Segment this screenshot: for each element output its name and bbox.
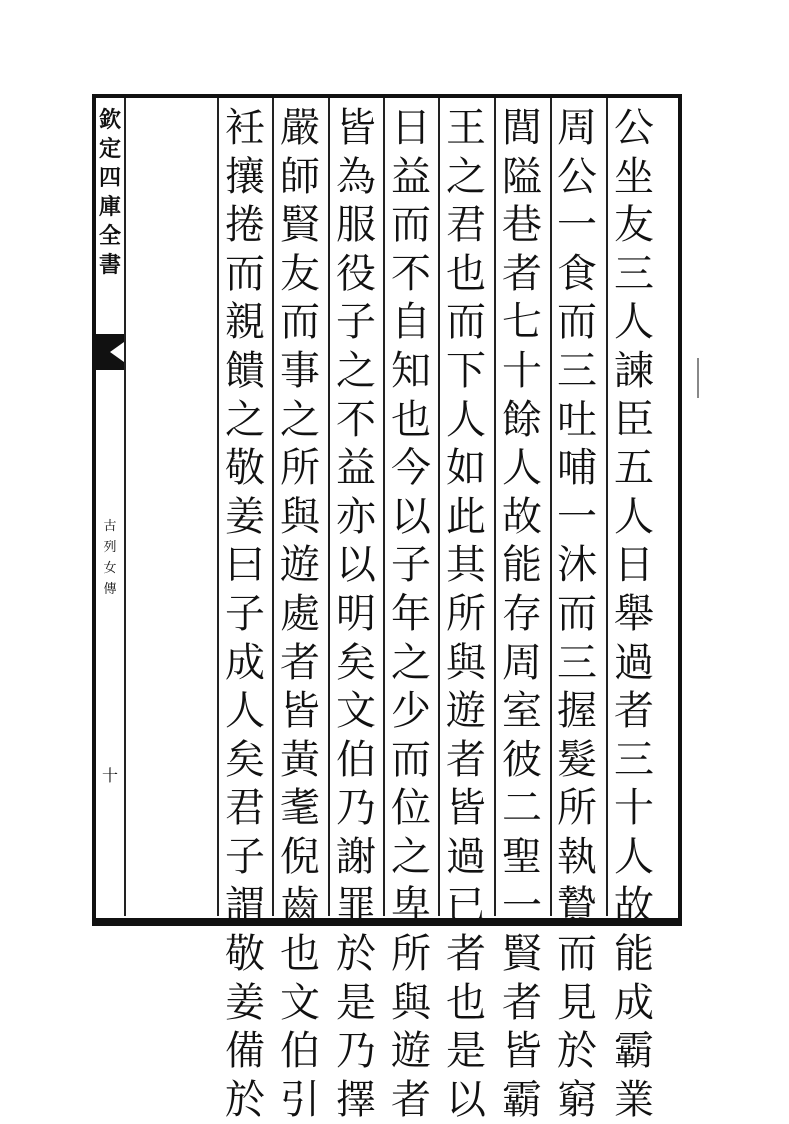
text-column-3: 閭隘巷者七十餘人故能存周室彼二聖一賢者皆霸 [502, 105, 542, 1123]
page-number: 十 [101, 766, 118, 785]
text-column-2: 周公一食而三吐哺一沐而三握髮所執贄而見於窮 [557, 105, 597, 1123]
column-rule [124, 98, 126, 916]
column-rule [438, 98, 440, 916]
fishtail-ornament-icon [96, 334, 124, 370]
column-rule [494, 98, 496, 916]
text-column-8: 衽攘捲而親饋之敬姜曰子成人矣君子謂敬姜備於 [225, 105, 265, 1123]
column-rule [550, 98, 552, 916]
column-rule [383, 98, 385, 916]
text-column-5: 日益而不自知也今以子年之少而位之卑所與遊者 [391, 105, 431, 1123]
text-column-6: 皆為服役子之不益亦以明矣文伯乃謝罪於是乃擇 [336, 105, 376, 1123]
spine-subtitle: 古列女傳 [103, 519, 117, 597]
text-column-1: 公坐友三人諫臣五人日舉過者三十人故能成霸業 [614, 105, 654, 1123]
text-column-7: 嚴師賢友而事之所與遊處者皆黃耄倪齒也文伯引 [280, 105, 320, 1123]
book-spine-margin [96, 98, 124, 918]
edge-mark [697, 358, 699, 398]
column-rule [328, 98, 330, 916]
column-rule [272, 98, 274, 916]
column-rule [217, 98, 219, 916]
column-rule [606, 98, 608, 916]
text-column-4: 王之君也而下人如此其所與遊者皆過已者也是以 [446, 105, 486, 1123]
spine-title: 欽定四庫全書 [98, 107, 121, 278]
